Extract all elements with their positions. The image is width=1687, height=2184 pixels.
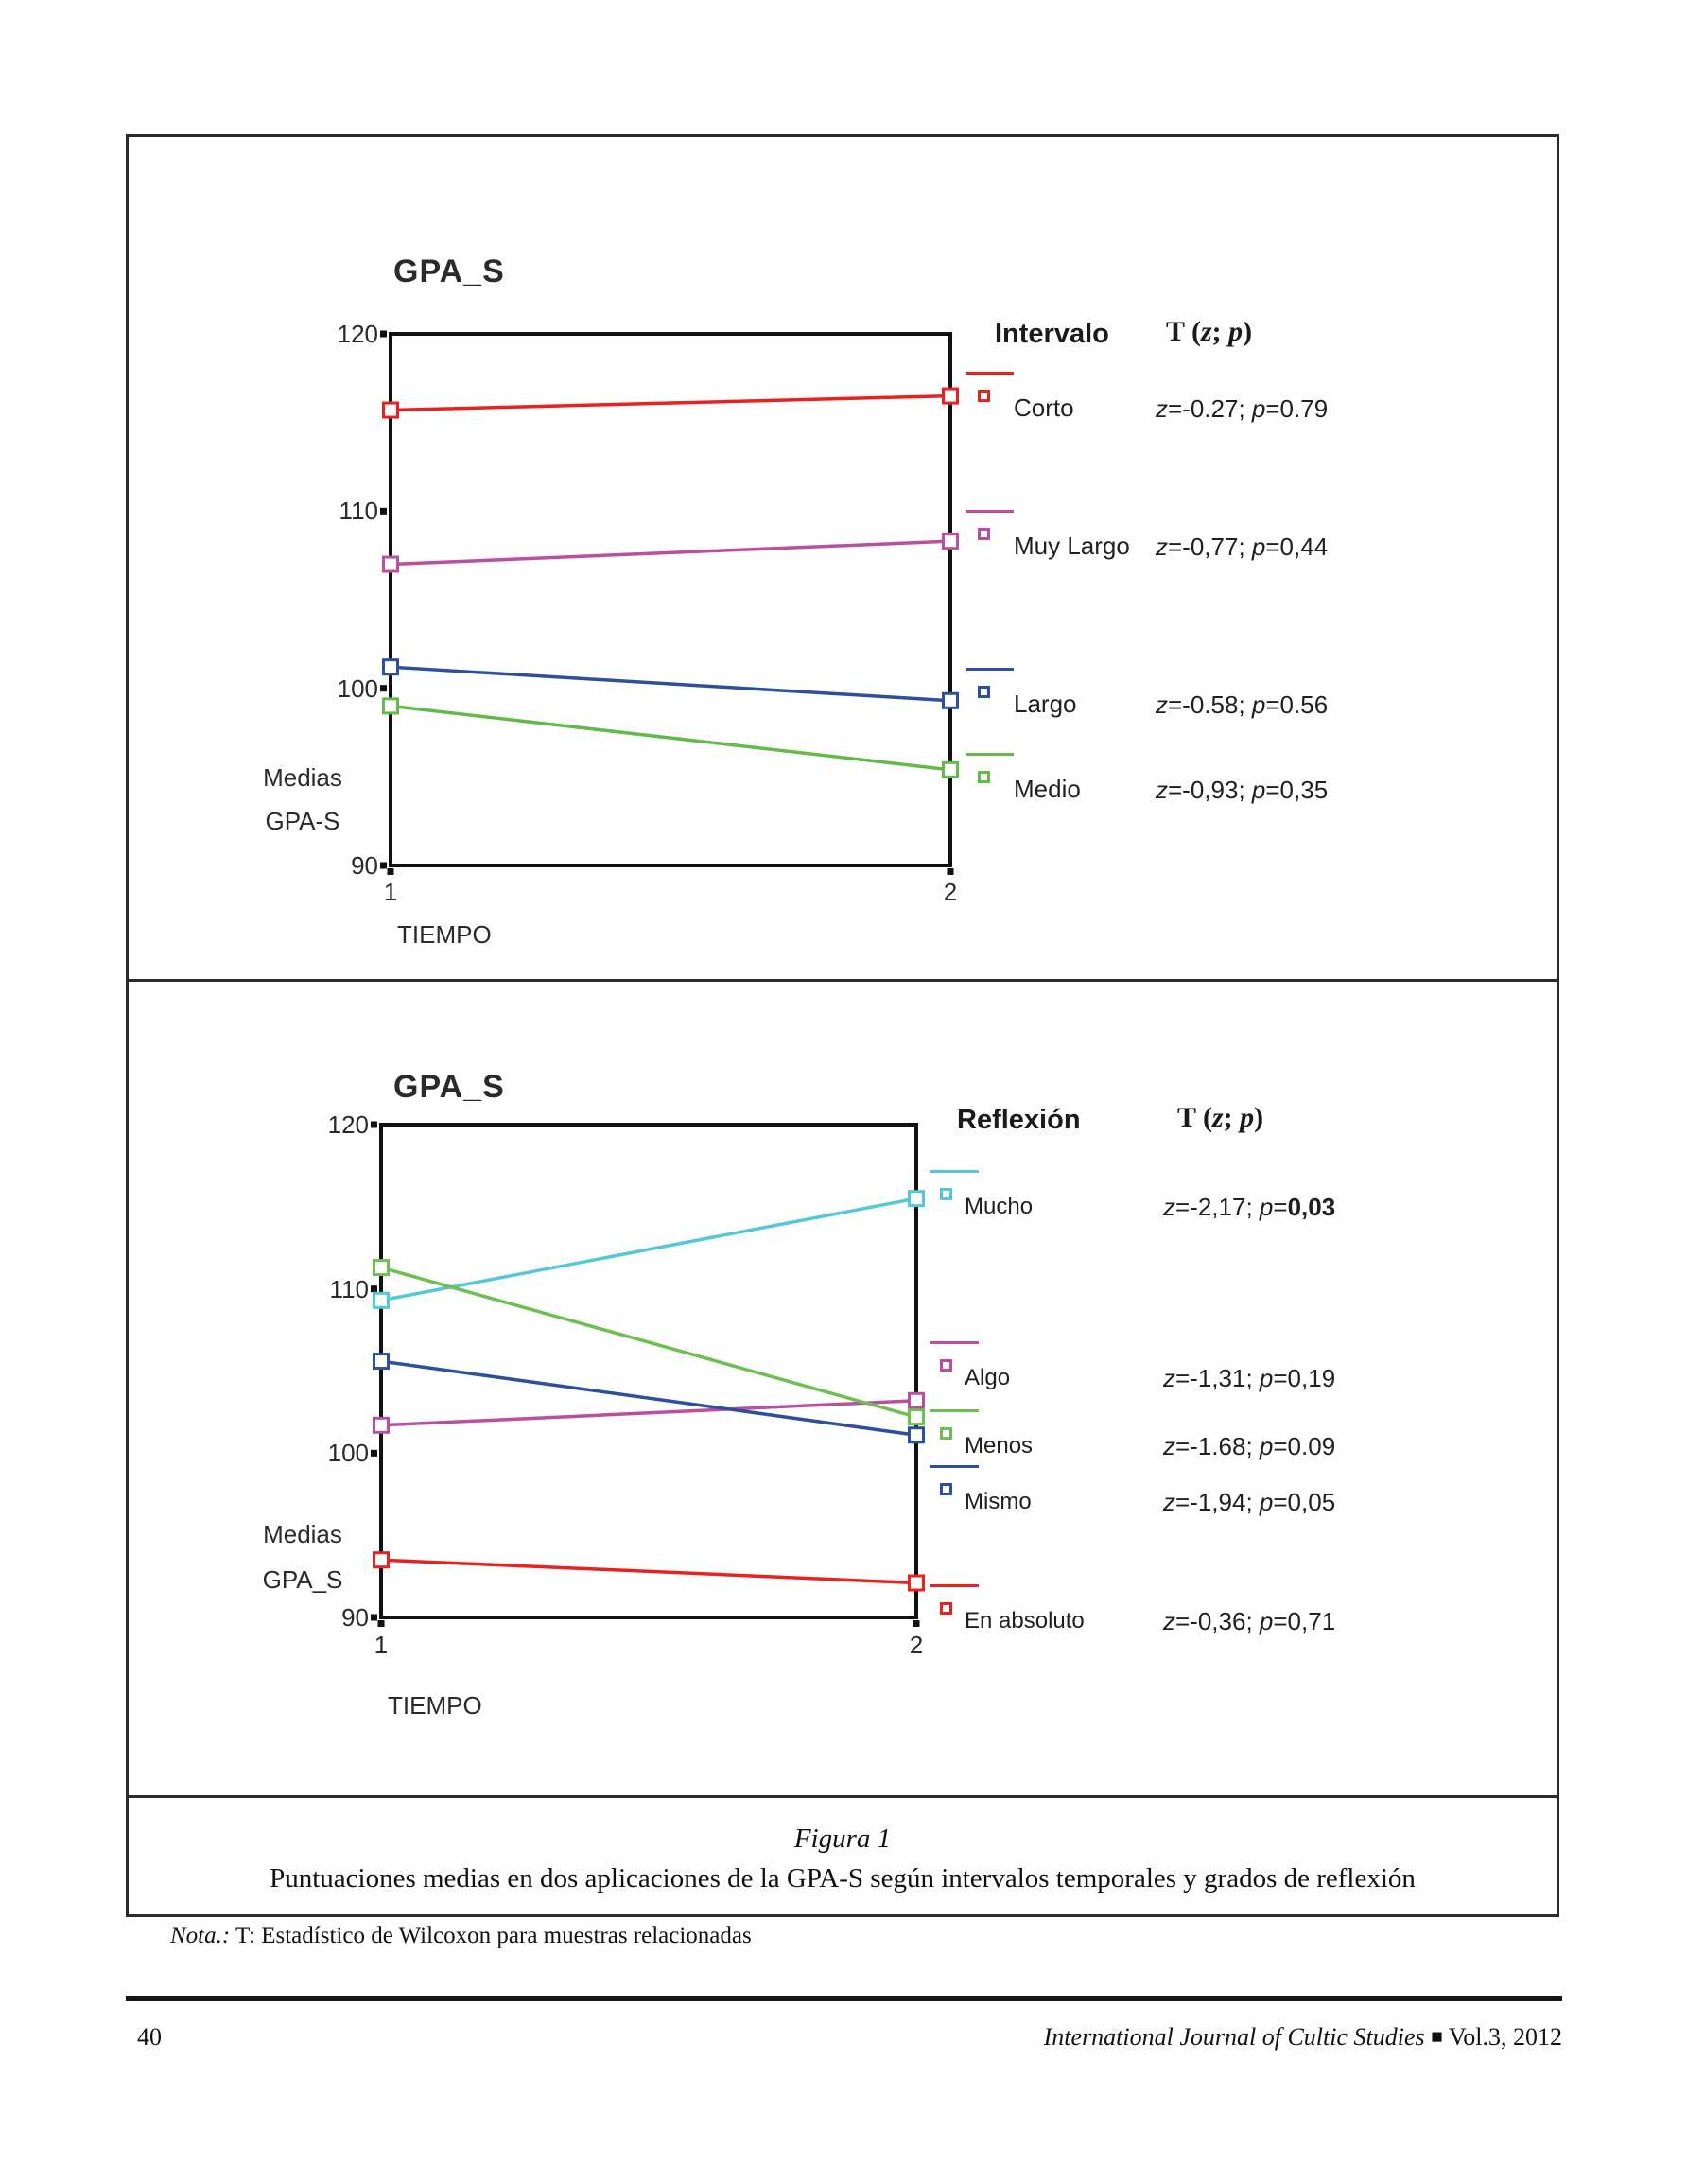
stat-value-menos: z=-1.68; p=0.09	[1163, 1432, 1336, 1460]
series-line-mismo	[381, 1361, 916, 1435]
x-tick-2: 2	[909, 1631, 924, 1659]
y-axis-tick	[371, 1285, 377, 1292]
footer-square-icon: ■	[1431, 2025, 1443, 2048]
stat-value-corto: z=-0.27; p=0.79	[1156, 394, 1329, 423]
y-axis-tick	[380, 508, 387, 515]
data-point-marker	[910, 1192, 924, 1206]
data-point-marker	[944, 762, 958, 777]
legend-swatch-line-corto	[966, 372, 1014, 375]
journal-name: International Journal of Cultic Studies	[1043, 2023, 1425, 2051]
data-point-marker	[944, 693, 958, 708]
x-axis-tick	[378, 1620, 385, 1627]
legend-swatch-line-mucho	[930, 1170, 979, 1173]
plot-box	[391, 334, 950, 865]
legend-title: Intervalo	[995, 319, 1109, 349]
x-tick-1: 1	[383, 878, 398, 906]
stat-value-largo: z=-0.58; p=0.56	[1156, 690, 1329, 719]
legend-swatch-line-menos	[930, 1409, 979, 1412]
legend-label-mucho: Mucho	[965, 1194, 1034, 1219]
chart-title: GPA_S	[393, 1069, 505, 1105]
journal-footer	[757, 2023, 1562, 2053]
legend-label-medio: Medio	[1014, 775, 1081, 803]
y-axis-name-line1: Medias	[263, 1520, 342, 1548]
stats-column-title: T (z; p)	[1177, 1102, 1264, 1133]
legend-marker-medio	[978, 771, 990, 783]
series-line-corto	[391, 396, 950, 411]
y-tick-label-90: 90	[341, 1603, 369, 1632]
page-number: 40	[137, 2023, 162, 2051]
data-point-marker	[910, 1576, 924, 1590]
data-point-marker	[374, 1261, 389, 1275]
figure-note	[170, 1923, 752, 1949]
legend-marker-corto	[978, 390, 990, 402]
series-line-en-absoluto	[381, 1560, 916, 1582]
data-point-marker	[384, 403, 398, 417]
legend-label-largo: Largo	[1014, 690, 1077, 718]
y-tick-label-100: 100	[327, 1439, 369, 1468]
data-point-marker	[944, 534, 958, 549]
y-axis-name-line1: Medias	[263, 763, 342, 792]
y-axis-tick	[371, 1615, 377, 1621]
figure-caption: Puntuaciones medias en dos aplicaciones de la GPA-S según intervalos temporales y grados de reflexión	[270, 1863, 1416, 1894]
y-tick-label-120: 120	[337, 320, 378, 348]
legend-swatch-line-en-absoluto	[930, 1584, 979, 1587]
data-point-marker	[384, 660, 398, 674]
note-body: T: Estadístico de Wilcoxon para muestras relacionadas	[235, 1923, 752, 1948]
legend-marker-algo	[940, 1359, 952, 1372]
x-axis-tick	[913, 1620, 920, 1627]
y-axis-name-line2: GPA-S	[265, 807, 340, 835]
stat-value-algo: z=-1,31; p=0,19	[1163, 1364, 1336, 1392]
y-axis-tick	[371, 1450, 377, 1457]
x-tick-1: 1	[374, 1631, 389, 1659]
legend-marker-mucho	[940, 1188, 952, 1200]
series-line-mucho	[381, 1198, 916, 1301]
legend-label-en-absoluto: En absoluto	[965, 1608, 1085, 1634]
y-tick-label-90: 90	[351, 851, 378, 880]
data-point-marker	[384, 699, 398, 713]
x-tick-2: 2	[943, 878, 958, 906]
legend-marker-mismo	[940, 1483, 952, 1495]
legend-label-muy-largo: Muy Largo	[1014, 532, 1130, 560]
x-axis-tick	[388, 868, 394, 875]
legend-label-corto: Corto	[1014, 393, 1074, 422]
y-axis-tick	[380, 331, 387, 338]
data-point-marker	[374, 1553, 389, 1567]
volume-text: Vol.3, 2012	[1448, 2023, 1562, 2051]
legend-swatch-line-muy-largo	[966, 510, 1014, 513]
legend-marker-en-absoluto	[940, 1602, 952, 1615]
data-point-marker	[374, 1354, 389, 1369]
series-line-largo	[391, 667, 950, 701]
legend-label-menos: Menos	[965, 1433, 1034, 1459]
x-axis-tick	[948, 868, 954, 875]
legend-marker-largo	[978, 686, 990, 698]
legend-label-algo: Algo	[965, 1365, 1011, 1390]
data-point-marker	[374, 1418, 389, 1432]
stats-column-title: T (z; p)	[1166, 316, 1253, 347]
legend-title: Reflexión	[957, 1105, 1081, 1135]
data-point-marker	[374, 1293, 389, 1307]
legend-swatch-line-largo	[966, 668, 1014, 671]
chart-title: GPA_S	[393, 253, 505, 289]
legend-swatch-line-algo	[930, 1341, 979, 1344]
data-point-marker	[910, 1428, 924, 1442]
stat-value-medio: z=-0,93; p=0,35	[1156, 776, 1329, 804]
stat-value-muy-largo: z=-0,77; p=0,44	[1156, 533, 1329, 561]
y-axis-tick	[371, 1122, 377, 1128]
figure-label: Figura 1	[793, 1824, 892, 1854]
stat-value-mismo: z=-1,94; p=0,05	[1163, 1488, 1336, 1516]
data-point-marker	[944, 389, 958, 403]
y-tick-label-100: 100	[337, 673, 378, 703]
footer-rule	[126, 1996, 1562, 2001]
data-point-marker	[910, 1393, 924, 1407]
legend-marker-menos	[940, 1427, 952, 1440]
x-axis-name: TIEMPO	[388, 1691, 482, 1720]
series-line-medio	[391, 706, 950, 769]
legend-swatch-line-mismo	[930, 1465, 979, 1468]
legend-swatch-line-medio	[966, 753, 1014, 756]
data-point-marker	[910, 1410, 924, 1424]
series-line-muy-largo	[391, 541, 950, 564]
legend-marker-muy-largo	[978, 528, 990, 540]
y-tick-label-120: 120	[327, 1110, 369, 1139]
y-tick-label-110: 110	[339, 497, 378, 526]
data-point-marker	[384, 557, 398, 571]
y-tick-label-110: 110	[329, 1274, 369, 1303]
stat-value-mucho: z=-2,17; p=0,03	[1163, 1193, 1336, 1221]
stat-value-en-absoluto: z=-0,36; p=0,71	[1163, 1607, 1336, 1635]
x-axis-name: TIEMPO	[397, 920, 492, 949]
y-axis-tick	[380, 685, 387, 691]
y-axis-name-line2: GPA_S	[262, 1565, 343, 1594]
legend-label-mismo: Mismo	[965, 1489, 1032, 1514]
series-line-menos	[381, 1267, 916, 1417]
series-line-algo	[381, 1401, 916, 1425]
note-label: Nota.:	[170, 1923, 231, 1948]
y-axis-tick	[380, 863, 387, 869]
